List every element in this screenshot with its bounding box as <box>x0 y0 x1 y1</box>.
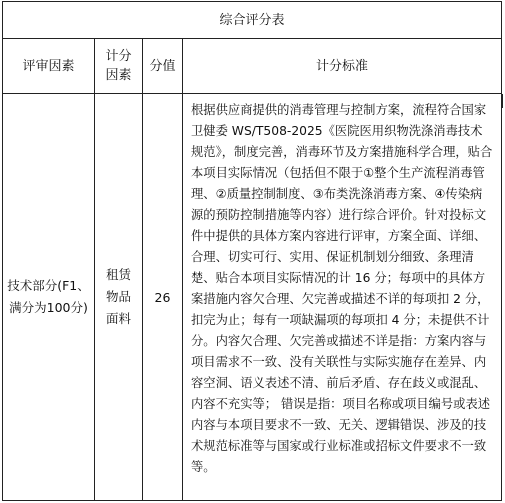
edge-mark <box>501 94 503 108</box>
table-row <box>3 94 502 501</box>
cell-factor-text: 技术部分(F1、满分为100分) <box>7 278 90 315</box>
cell-criteria: 根据供应商提供的消毒管理与控制方案，流程符合国家卫健委 WS/T508-2025《医院医用织物洗涤消毒技术规范》，制度完善，消毒环节及方案措施科学合理，贴合本项目实际情况（包括但不限于①整个生产流程消毒管理、②质量控制制度、③布类洗涤消毒方案、④传染病源的预防控制措施等内容）进行综合评价。针对投标文件中提供的具体方案内容进行评审，方案全面、详细、合理、切实可行、实用、保证机制划分细致、条理清楚、贴合本项目实际情况的计 16 分；每项中的具体方案措施内容欠合理、欠完善或描述不详的每项扣 2 分，扣完为止；每有一项缺漏项的每项扣 4 分；未提供不计分。内容欠合理、欠完善或描述不详是指：方案内容与项目需求不一致、没有关联性与实际实施存在差异、内容空洞、语义表述不清、前后矛盾、存在歧义或混乱、内容不充实等； 错误是指：项目名称或项目编号或表述内容与本项目要求不一致、无关、逻辑错误、涉及的技术规范标准等与国家或行业标准或招标文件要求不一致等。 <box>183 94 502 501</box>
header-criteria: 计分标准 <box>183 39 502 94</box>
header-score: 分值 <box>143 39 183 94</box>
table-title: 综合评分表 <box>3 2 502 39</box>
header-category-text: 计分因素 <box>105 49 132 83</box>
cell-factor <box>3 94 95 501</box>
cell-score: 26 <box>143 94 183 501</box>
header-factor: 评审因素 <box>3 39 95 94</box>
scoring-table <box>2 1 502 501</box>
header-category <box>95 39 143 94</box>
cell-category-text: 租赁物品面料 <box>105 267 131 326</box>
table-title-row <box>3 2 502 39</box>
header-row <box>3 39 502 94</box>
cell-category <box>95 94 143 501</box>
